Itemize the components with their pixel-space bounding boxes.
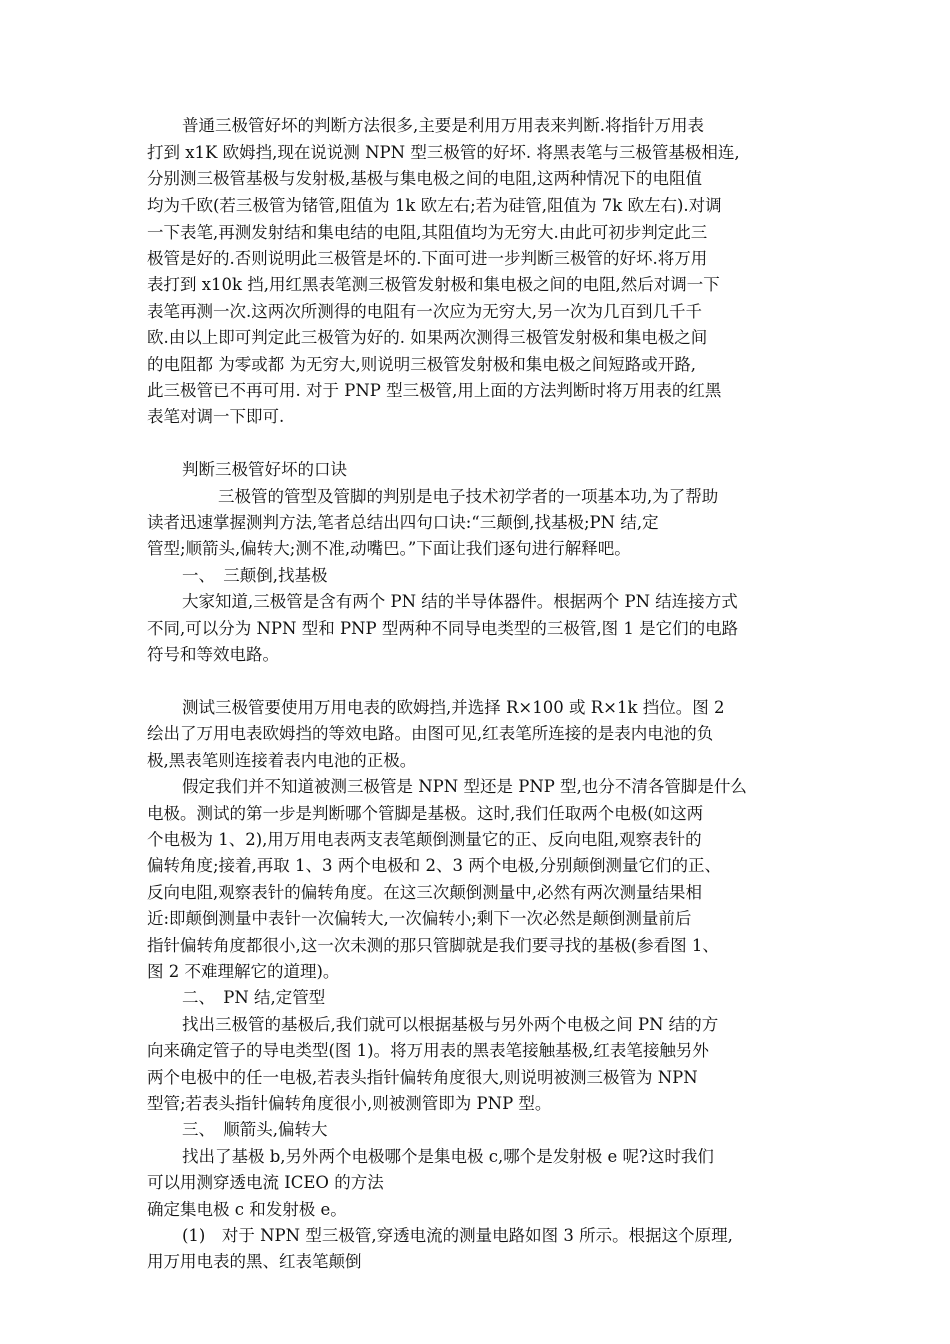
- paragraph-3-line: 符号和等效电路。: [147, 645, 279, 664]
- paragraph-1-line: 的电阻都 为零或都 为无穷大,则说明三极管发射极和集电极之间短路或开路,: [147, 355, 696, 374]
- paragraph-5-line: 假定我们并不知道被测三极管是 NPN 型还是 PNP 型,也分不清各管脚是什么: [182, 777, 747, 796]
- paragraph-2-line: 管型;顺箭头,偏转大;测不准,动嘴巴。”下面让我们逐句进行解释吧。: [147, 539, 631, 558]
- paragraph-5-line: 偏转角度;接着,再取 1、3 两个电极和 2、3 两个电极,分别颠倒测量它们的正、: [147, 856, 722, 875]
- paragraph-8-line: 用万用电表的黑、红表笔颠倒: [147, 1252, 362, 1271]
- paragraph-1-line: 表打到 x10k 挡,用红黑表笔测三极管发射极和集电极之间的电阻,然后对调一下: [147, 275, 720, 294]
- paragraph-3-line: 大家知道,三极管是含有两个 PN 结的半导体器件。根据两个 PN 结连接方式: [182, 592, 738, 611]
- paragraph-1-line: 极管是好的.否则说明此三极管是坏的.下面可进一步判断三极管的好坏.将万用: [147, 249, 708, 268]
- paragraph-8-line: (1) 对于 NPN 型三极管,穿透电流的测量电路如图 3 所示。根据这个原理,: [182, 1226, 733, 1245]
- paragraph-5-line: 电极。测试的第一步是判断哪个管脚是基极。这时,我们任取两个电极(如这两: [147, 804, 704, 823]
- paragraph-4-line: 绘出了万用电表欧姆挡的等效电路。由图可见,红表笔所连接的是表内电池的负: [147, 724, 714, 743]
- paragraph-2-line: 三极管的管型及管脚的判别是电子技术初学者的一项基本功,为了帮助: [218, 487, 719, 506]
- paragraph-1-line: 普通三极管好坏的判断方法很多,主要是利用万用表来判断.将指针万用表: [182, 116, 704, 135]
- heading-koujue: 判断三极管好坏的口诀: [182, 460, 347, 479]
- paragraph-1-line: 表笔再测一次.这两次所测得的电阻有一次应为无穷大,另一次为几百到几千千: [147, 302, 702, 321]
- paragraph-5-line: 图 2 不难理解它的道理)。: [147, 962, 340, 981]
- section-3-heading: 三、 顺箭头,偏转大: [182, 1120, 328, 1139]
- paragraph-5-line: 指针偏转角度都很小,这一次未测的那只管脚就是我们要寻找的基极(参看图 1、: [147, 936, 719, 955]
- paragraph-4-line: 极,黑表笔则连接着表内电池的正极。: [147, 751, 417, 770]
- paragraph-1-line: 打到 x1K 欧姆挡,现在说说测 NPN 型三极管的好坏. 将黑表笔与三极管基极相连,: [147, 143, 740, 162]
- section-1-heading: 一、 三颠倒,找基极: [182, 566, 328, 585]
- paragraph-1-line: 表笔对调一下即可.: [147, 407, 285, 426]
- paragraph-1-line: 此三极管已不再可用. 对于 PNP 型三极管,用上面的方法判断时将万用表的红黑: [147, 381, 722, 400]
- paragraph-7-line: 找出了基极 b,另外两个电极哪个是集电极 c,哪个是发射极 e 呢?这时我们: [182, 1147, 714, 1166]
- paragraph-6-line: 找出三极管的基极后,我们就可以根据基极与另外两个电极之间 PN 结的方: [182, 1015, 719, 1034]
- paragraph-7b-line: 确定集电极 c 和发射极 e。: [147, 1200, 347, 1219]
- paragraph-4-line: 测试三极管要使用万用电表的欧姆挡,并选择 R×100 或 R×1k 挡位。图 2: [182, 698, 725, 717]
- paragraph-2-line: 读者迅速掌握测判方法,笔者总结出四句口诀:“三颠倒,找基极;PN 结,定: [147, 513, 659, 532]
- paragraph-1-line: 分别测三极管基极与发射极,基极与集电极之间的电阻,这两种情况下的电阻值: [147, 169, 702, 188]
- paragraph-5-line: 近:即颠倒测量中表针一次偏转大,一次偏转小;剩下一次必然是颠倒测量前后: [147, 909, 692, 928]
- section-2-heading: 二、 PN 结,定管型: [182, 988, 326, 1007]
- paragraph-6-line: 型管;若表头指针偏转角度很小,则被测管即为 PNP 型。: [147, 1094, 552, 1113]
- paragraph-5-line: 个电极为 1、2),用万用电表两支表笔颠倒测量它的正、反向电阻,观察表针的: [147, 830, 702, 849]
- paragraph-6-line: 两个电极中的任一电极,若表头指针偏转角度很大,则说明被测三极管为 NPN: [147, 1068, 698, 1087]
- paragraph-5-line: 反向电阻,观察表针的偏转角度。在这三次颠倒测量中,必然有两次测量结果相: [147, 883, 702, 902]
- paragraph-6-line: 向来确定管子的导电类型(图 1)。将万用表的黑表笔接触基极,红表笔接触另外: [147, 1041, 709, 1060]
- paragraph-1-line: 均为千欧(若三极管为锗管,阻值为 1k 欧左右;若为硅管,阻值为 7k 欧左右).对调: [147, 196, 722, 215]
- paragraph-1-line: 一下表笔,再测发射结和集电结的电阻,其阻值均为无穷大.由此可初步判定此三: [147, 223, 708, 242]
- paragraph-7-line: 可以用测穿透电流 ICEO 的方法: [147, 1173, 384, 1192]
- paragraph-1-line: 欧.由以上即可判定此三极管为好的. 如果两次测得三极管发射极和集电极之间: [147, 328, 708, 347]
- paragraph-3-line: 不同,可以分为 NPN 型和 PNP 型两种不同导电类型的三极管,图 1 是它们的电路: [147, 619, 739, 638]
